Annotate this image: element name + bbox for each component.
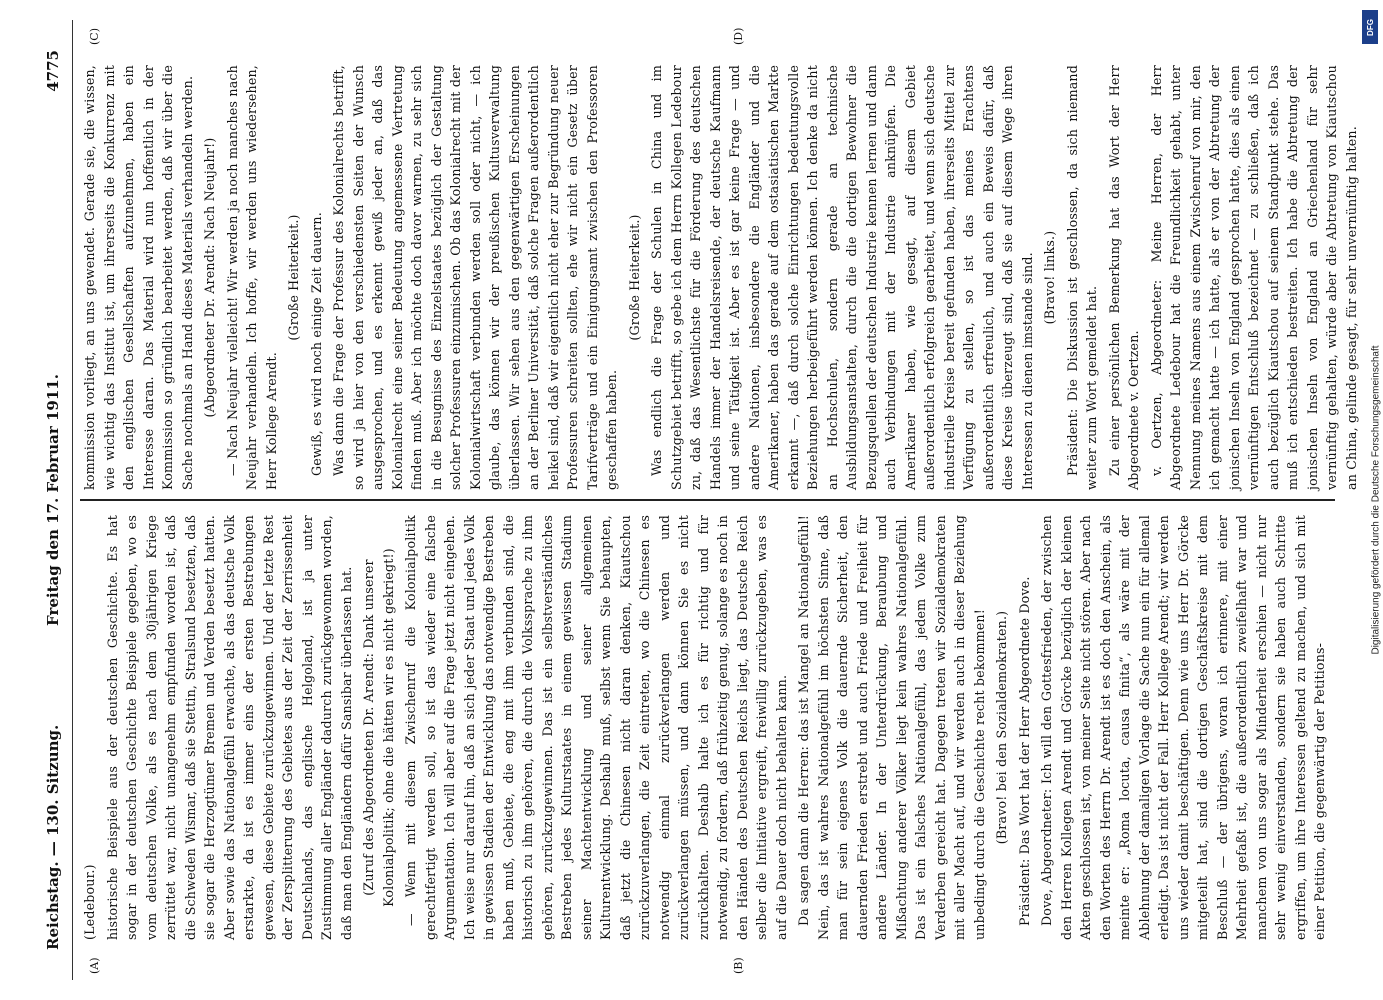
paragraph: v. Oertzen, Abgeordneter: Meine Herren, der Herr Abgeordnete Ledebour hat die Freundlichkeit gehabt, unter Nennung meines Namens aus einem Zwischenruf von mir, den ich gemacht hatte — ich hatte, als er von der Abtretung der jonischen Inseln von England gesprochen hatte, dies als einen vernünftigen Entschluß bezeichnet — zu schließen, daß ich auch bezüglich Kiautschou auf seinem Standpunkt stehe. Das muß ich entschieden bestreiten. Ich habe die Abtretung der jonischen Inseln von England an Griechenland für sehr vernünftig gehalten, würde aber die Abtretung von Kiautschou an China, gelinde gesagt, für sehr unvernünftig halten. (1148, 65, 1358, 490)
left-text-column (80, 515, 1333, 940)
paragraph: (Abgeordneter Dr. Arendt: Nach Neujahr!) (201, 137, 217, 418)
right-text-column (80, 65, 1364, 490)
paragraph: (Bravo! bei den Sozialdemokraten.) (993, 610, 1009, 845)
paragraph: (Bravo! links.) (1041, 230, 1057, 325)
paragraph: Was endlich die Frage der Schulen in China und im Schutzgebiet betrifft, so gebe ich dem Herrn Kollegen Ledebour zu, daß das Wesentlichste für die Förderung des deutschen Handels immer der Handelsreisende, der deutsche Kaufmann und seine Tätigkeit ist. Aber es ist gar keine Frage — und andere Nationen, insbesondere die Engländer und die Amerikaner, haben das gerade auf dem ostasiatischen Markte erkannt —, daß durch solche Einrichtungen bedeutungsvolle Beziehungen herbeigeführt werden können. Ich denke da nicht an Hochschulen, sondern gerade an technische Ausbildungsanstalten, durch die die dortigen Bewohner die Bezugsquellen der deutschen Industrie kennen lernen und dann auch Verbindungen mit der Industrie anknüpfen. Die Amerikaner haben, wie gesagt, auf diesem Gebiet außerordentlich erfolgreich gearbeitet, und wenn sich deutsche industrielle Kreise bereit gefunden haben, ihrerseits Mittel zur Verfügung zu stellen, so ist das meines Erachtens außerordentlich erfreulich, und auch ein Beweis dafür, daß diese Kreise überzeugt sind, daß sie auf diesem Wege ihren Interessen zu dienen imstande sind. (648, 65, 1034, 490)
paragraph: — Wenn mit diesem Zwischenruf die Kolonialpolitik gerechtfertigt werden soll, so ist das wieder eine falsche Argumentation. Ich will aber auf die Frage jetzt nicht eingehen. Ich weise nur darauf hin, daß an sich jeder Staat und jedes Volk in gewissen Stadien der Entwicklung das notwendige Bestreben haben muß, Gebiete, die eng mit ihm verbunden sind, die historisch zu ihm gehören, die durch die Volkssprache zu ihm gehören, zurückzugewinnen. Das ist ein selbstverständliches Bestreben jedes Kulturstaates in einem gewissen Stadium seiner Machtentwicklung und seiner allgemeinen Kulturentwicklung. Deshalb muß, selbst wenn Sie behaupten, daß jetzt die Chinesen nicht daran denken, Kiautschou zurückzuverlangen, die Zeit eintreten, wo die Chinesen es notwendig einmal zurückverlangen werden und zurückverlangen müssen, und dann können Sie es nicht zurückhalten. Deshalb halte ich es für richtig und für notwendig, zu fordern, daß frühzeitig genug, solange es noch in den Händen des Deutschen Reichs liegt, das Deutsche Reich selber die Initiative ergreift, freiwillig zurückzugeben, was es auf die Dauer doch nicht behalten kann. (402, 515, 788, 940)
paragraph: Dove, Abgeordneter: Ich will den Gottesfrieden, der zwischen den Herren Kollegen Arendt und Görcke bezüglich der kleinen Akten geschlossen ist, von meiner Seite nicht stören. Aber nach den Worten des Herrn Dr. Arendt ist es doch den Anschein, als meinte er: „Roma locuta, causa finita“, als wäre mit der Ablehnung der damaligen Vorlage die Sache nun ein für allemal erledigt. Das ist nicht der Fall. Herr Kollege Arendt; wir werden uns wieder damit beschäftigen. Denn wie uns Herr Dr. Görcke mitgeteilt hat, sind die dortigen Geschäftskreise mit dem Beschluß — der übrigens, woran ich erinnere, mit einer Mehrheit gefaßt ist, die außerordentlich zweifelhaft war und manchem von uns sogar als Minderheit erschien — nicht nur sehr wenig einverstanden, sondern sie haben auch Schritte ergriffen, um ihre Interessen geltend zu machen, und sich mit einer Petition, die gegenwärtig der Petitions- (1038, 515, 1327, 940)
paragraph: Präsident: Das Wort hat der Herr Abgeordnete Dove. (1016, 576, 1031, 926)
margin-marker-d: (D) (731, 27, 745, 45)
margin-marker-c: (C) (87, 28, 101, 45)
margin-marker-b: (B) (731, 957, 745, 974)
header-page-number: 4775 (43, 50, 62, 92)
page-header (32, 20, 73, 980)
digitization-credit: Digitalisierung gefördert durch die Deutsche Forschungsgemeinschaft (1370, 345, 1382, 655)
paragraph: historische Beispiele aus der deutschen Geschichte. Es hat sogar in der deutschen Geschichte Beispiele gegeben, wo es vom deutschen Volke, als es nach dem 30jährigen Kriege zerrüttet war, nicht unangenehm empfunden worden ist, daß die Schweden Wismar, daß sie Stettin, Stralsund besetzten, daß sie sogar die Herzogtümer Bremen und Verden besetzt hatten. Aber sowie das Nationalgefühl erwachte, als das deutsche Volk erstarkte, da ist es immer eins der ersten Bestrebungen gewesen, diese Gebiete zurückzugewinnen. Und der letzte Rest der Zersplitterung des Gebietes aus der Zeit der Zerrissenheit Deutschlands, das englische Helgoland, ist ja unter Zustimmung aller Engländer dadurch zurückgewonnen worden, daß man den Engländern dafür Sansibar überlassen hat. (104, 515, 353, 940)
header-date: Freitag den 17. Februar 1911. (43, 374, 62, 626)
paragraph: — Nach Neujahr vielleicht! Wir werden ja noch manches nach Neujahr verhandeln. Ich hoffe, wir werden uns wiedersehen, Herr Kollege Arendt. (224, 65, 278, 490)
paragraph: (Ledebour.) (81, 864, 97, 940)
paragraph: Da sagen dann die Herren: das ist Mangel an Nationalgefühl! Nein, das ist wahres Nationalgefühl im höchsten Sinne, daß man für sein eigenes Volk die dauernde Sicherheit, den dauernden Frieden erstrebt und auch Friede und Freiheit für andere Länder. In der Unterdrückung, Beraubung und Mißachtung anderer Völker liegt kein wahres Nationalgefühl. Das ist ein falsches Nationalgefühl, das jedem Volke zum Verderben gereicht hat. Dagegen treten wir Sozialdemokraten mit aller Macht auf, und wir werden auch in dieser Beziehung unbedingt durch die Geschichte recht bekommen! (795, 515, 986, 940)
paragraph: Präsident: Die Diskussion ist geschlossen, da sich niemand weiter zum Wort gemeldet hat. (1064, 65, 1099, 490)
paragraph: Gewiß, es wird noch einige Zeit dauern. (308, 212, 323, 476)
header-session: Reichstag. — 130. Sitzung. (43, 724, 62, 950)
paragraph: (Zuruf des Abgeordneten Dr. Arendt: Dank unserer Kolonialpolitik; ohne die hätten wir es nicht gekriegt!) (360, 548, 395, 907)
paragraph: (Große Heiterkeit.) (285, 214, 301, 341)
paragraph: Was dann die Frage der Professur des Kolonialrechts betrifft, so wird ja hier von den verschiedensten Seiten der Wunsch ausgesprochen, und es erkennt gewiß jeder an, daß das Kolonialrecht eine seiner Bedeutung angemessene Vertretung finden muß. Aber ich möchte doch davor warnen, zu sehr sich in die Besugnisse des Einzelstaates bezüglich der Gestaltung solcher Professuren einzumischen. Ob das Kolonialrecht mit der Kolonialwirtschaft verbunden werden soll oder nicht, — ich glaube, das können wir der preußischen Kultusverwaltung überlassen. Wir sehen aus den gegenwärtigen Erscheinungen an der Berliner Universität, daß solche Fragen außerordentlich heikel sind, daß wir eigentlich nicht eher zur Begründung neuer Professuren schreiten sollten, ehe wir nicht ein Gesetz über Tarifverträge und ein Einigungsamt zwischen den Professoren geschaffen haben. (330, 65, 619, 490)
dfg-logo: DFG (1362, 10, 1378, 44)
newspaper-sheet (32, 20, 1358, 980)
margin-marker-a: (A) (87, 957, 101, 974)
column-divider (80, 499, 1335, 501)
paragraph: (Große Heiterkeit.) (626, 214, 641, 341)
paragraph: kommission vorliegt, an uns gewendet. Gerade sie, die wissen, wie wichtig das Institut ist, um ihrerseits die Konkurrenz mit den englischen Gesellschaften aufzunehmen, haben ein Interesse daran. Das Material wird nun hoffentlich in der Kommission so gründlich bearbeitet werden, daß wir über die Sache nochmals an Hand dieses Materials verhandeln werden. (81, 65, 194, 490)
paragraph: Zu einer persönlichen Bemerkung hat das Wort der Herr Abgeordnete v. Oertzen. (1106, 65, 1141, 490)
